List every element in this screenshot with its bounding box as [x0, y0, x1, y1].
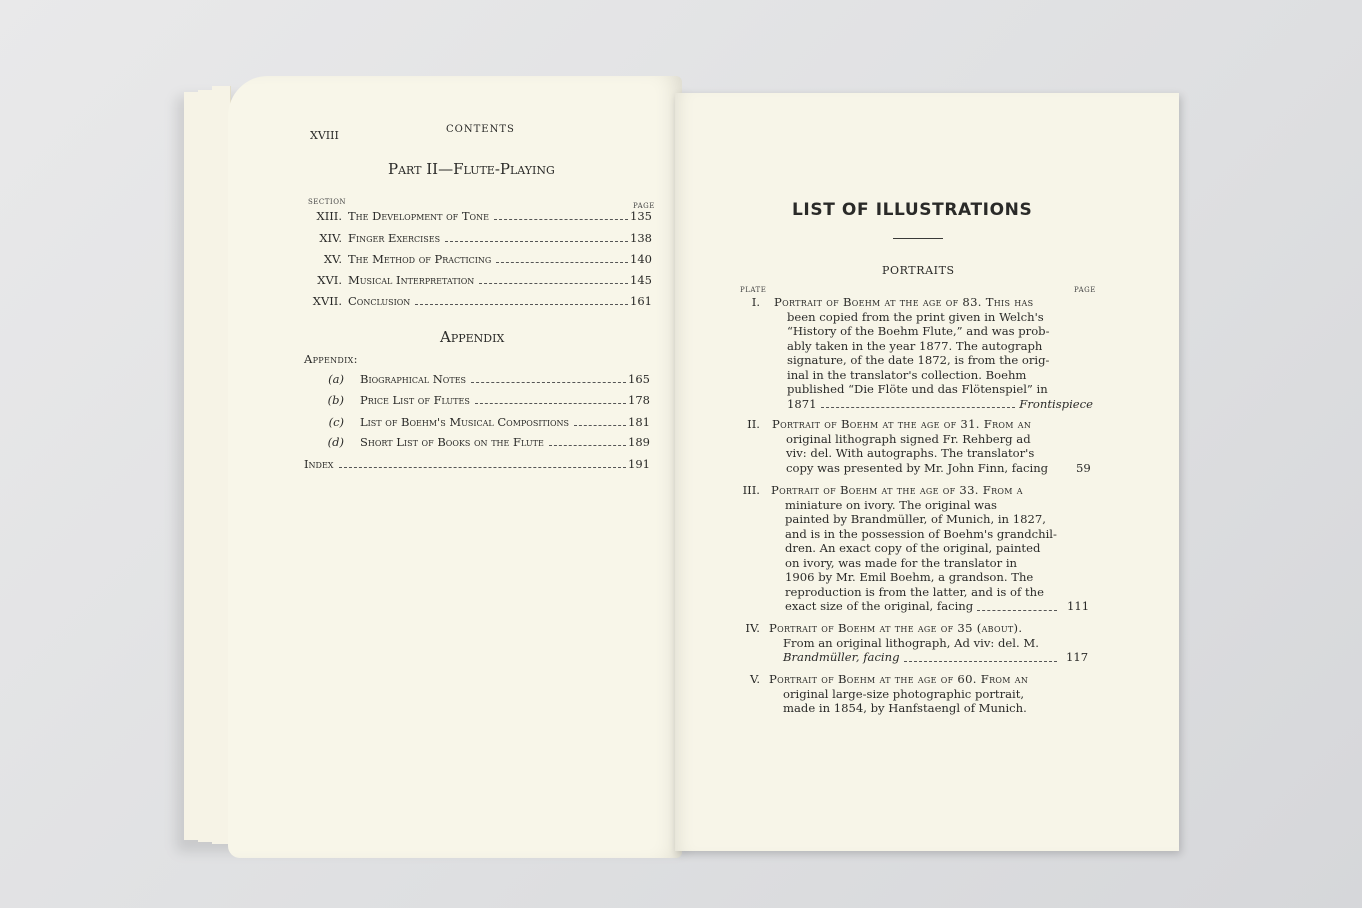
section-label: SECTION: [308, 198, 347, 206]
section-title: The Method of Practicing: [348, 252, 492, 266]
section-number: XIII.: [316, 209, 342, 223]
plate-page: 117: [1066, 650, 1089, 664]
plate-line: dren. An exact copy of the original, painted: [785, 541, 1041, 555]
appendix-item-title: List of Boehm's Musical Compositions: [360, 415, 570, 429]
plate-line: inal in the translator's collection. Boehm: [787, 367, 1027, 382]
appendix-page: 181: [628, 415, 650, 429]
appendix-item-title: Price List of Flutes: [360, 393, 470, 407]
leader-dots: [445, 241, 628, 242]
page-number: XVIII: [310, 129, 339, 142]
plate-line: made in 1854, by Hanfstaengl of Munich.: [783, 701, 1027, 715]
leader-dots: [471, 382, 626, 383]
leader-dots: [549, 445, 626, 446]
plate-line: published “Die Flöte und das Flötenspiel” in: [787, 382, 1048, 396]
running-head: CONTENTS: [446, 124, 515, 135]
section-title: The Development of Tone: [348, 209, 489, 223]
page-edges: [184, 92, 199, 840]
plate-page: 59: [1076, 460, 1091, 475]
plate-number: II.: [747, 417, 760, 431]
plate-line: exact size of the original, facing: [785, 599, 974, 613]
section-number: XIV.: [319, 231, 342, 245]
index-title: Index: [304, 457, 334, 471]
section-number: XV.: [323, 252, 342, 266]
toc-row: [304, 292, 650, 308]
leader-dots: [475, 403, 626, 404]
plate-line: original large-size photographic portrait,: [783, 686, 1025, 701]
plate-line: painted by Brandmüller, of Munich, in 1827,: [785, 512, 1046, 526]
plate-line: Portrait of Boehm at the age of 60. From an: [769, 672, 1029, 686]
plate-line: From an original lithograph, Ad viv: del. M.: [783, 635, 1039, 650]
leader-dots: [977, 599, 1057, 611]
plate-line: Portrait of Boehm at the age of 31. From an: [772, 417, 1032, 431]
leader-dots: [574, 425, 626, 426]
leader-dots: [904, 650, 1057, 662]
appendix-label: Appendix:: [304, 352, 358, 366]
appendix-letter: (c): [328, 415, 344, 429]
appendix-letter: (d): [327, 435, 344, 449]
plate-line: signature, of the date 1872, is from the orig-: [787, 353, 1050, 367]
section-page: 138: [630, 231, 652, 245]
section-number: XVI.: [317, 273, 342, 287]
plate-line: 1906 by Mr. Emil Boehm, a grandson. The: [785, 570, 1034, 584]
index-page: 191: [628, 457, 650, 471]
plate-line: ably taken in the year 1877. The autograph: [787, 338, 1043, 353]
section-title: Musical Interpretation: [348, 273, 475, 287]
appendix-letter: (a): [328, 372, 344, 386]
appendix-page: 165: [628, 372, 650, 386]
plate-number: V.: [749, 672, 760, 686]
leader-dots: [339, 467, 627, 468]
leader-dots: [821, 397, 1016, 409]
plate-line: copy was presented by Mr. John Finn, facing: [786, 460, 1049, 475]
plate-number: I.: [751, 295, 760, 309]
section-title: Finger Exercises: [348, 231, 441, 245]
plate-label: PLATE: [740, 286, 767, 294]
plate-line: been copied from the print given in Welch's: [787, 309, 1044, 324]
section-page: 140: [630, 252, 652, 266]
plate-line: viv: del. With autographs. The translator's: [786, 446, 1035, 460]
part-title: Part II—Flute-Playing: [388, 160, 555, 178]
plate-line: Portrait of Boehm at the age of 33. From a: [771, 483, 1023, 497]
toc-row: [304, 207, 650, 223]
section-page: 135: [630, 209, 652, 223]
section-page: 145: [630, 273, 652, 287]
plate-number: IV.: [745, 621, 760, 635]
page-label: PAGE: [1074, 286, 1096, 294]
plate-line: on ivory, was made for the translator in: [785, 555, 1017, 570]
appendix-item-title: Short List of Books on the Flute: [360, 435, 544, 449]
leader-dots: [496, 262, 628, 263]
appendix-page: 189: [628, 435, 650, 449]
appendix-item-title: Biographical Notes: [360, 372, 467, 386]
section-number: XVII.: [312, 294, 342, 308]
plate-line: original lithograph signed Fr. Rehberg ad: [786, 431, 1031, 446]
appendix-row: [304, 370, 650, 386]
page-edges: [198, 90, 213, 842]
plate-line: Portrait of Boehm at the age of 35 (about).: [769, 621, 1023, 635]
plate-page: 111: [1067, 599, 1090, 613]
appendix-page: 178: [628, 393, 650, 407]
appendix-title: Appendix: [440, 328, 505, 346]
leader-dots: [479, 283, 628, 284]
plate-line: Brandmüller, facing: [783, 650, 900, 664]
appendix-row: [304, 413, 650, 429]
toc-row: [304, 250, 650, 266]
section-subtitle: PORTRAITS: [882, 264, 955, 277]
plate-line: miniature on ivory. The original was: [785, 497, 997, 512]
leader-dots: [494, 219, 628, 220]
section-page: 161: [630, 294, 652, 308]
plate-line: Portrait of Boehm at the age of 83. This has: [774, 295, 1034, 309]
plate-line: and is in the possession of Boehm's grandchil-: [785, 526, 1057, 541]
appendix-row: [304, 391, 650, 407]
page-label: PAGE: [633, 202, 655, 210]
toc-row: [304, 229, 650, 245]
plate-number: III.: [742, 483, 760, 497]
appendix-letter: (b): [327, 393, 344, 407]
plate-page: Frontispiece: [1019, 396, 1093, 411]
toc-row: [304, 271, 650, 287]
index-row: [304, 455, 650, 471]
appendix-row: [304, 433, 650, 449]
leader-dots: [415, 304, 628, 305]
plate-line: reproduction is from the latter, and is of the: [785, 584, 1044, 599]
page-title: LIST OF ILLUSTRATIONS: [792, 200, 1033, 220]
plate-line: “History of the Boehm Flute,” and was prob-: [787, 324, 1050, 338]
section-title: Conclusion: [348, 294, 411, 308]
plate-line: 1871: [787, 396, 817, 411]
title-rule: [893, 238, 943, 239]
